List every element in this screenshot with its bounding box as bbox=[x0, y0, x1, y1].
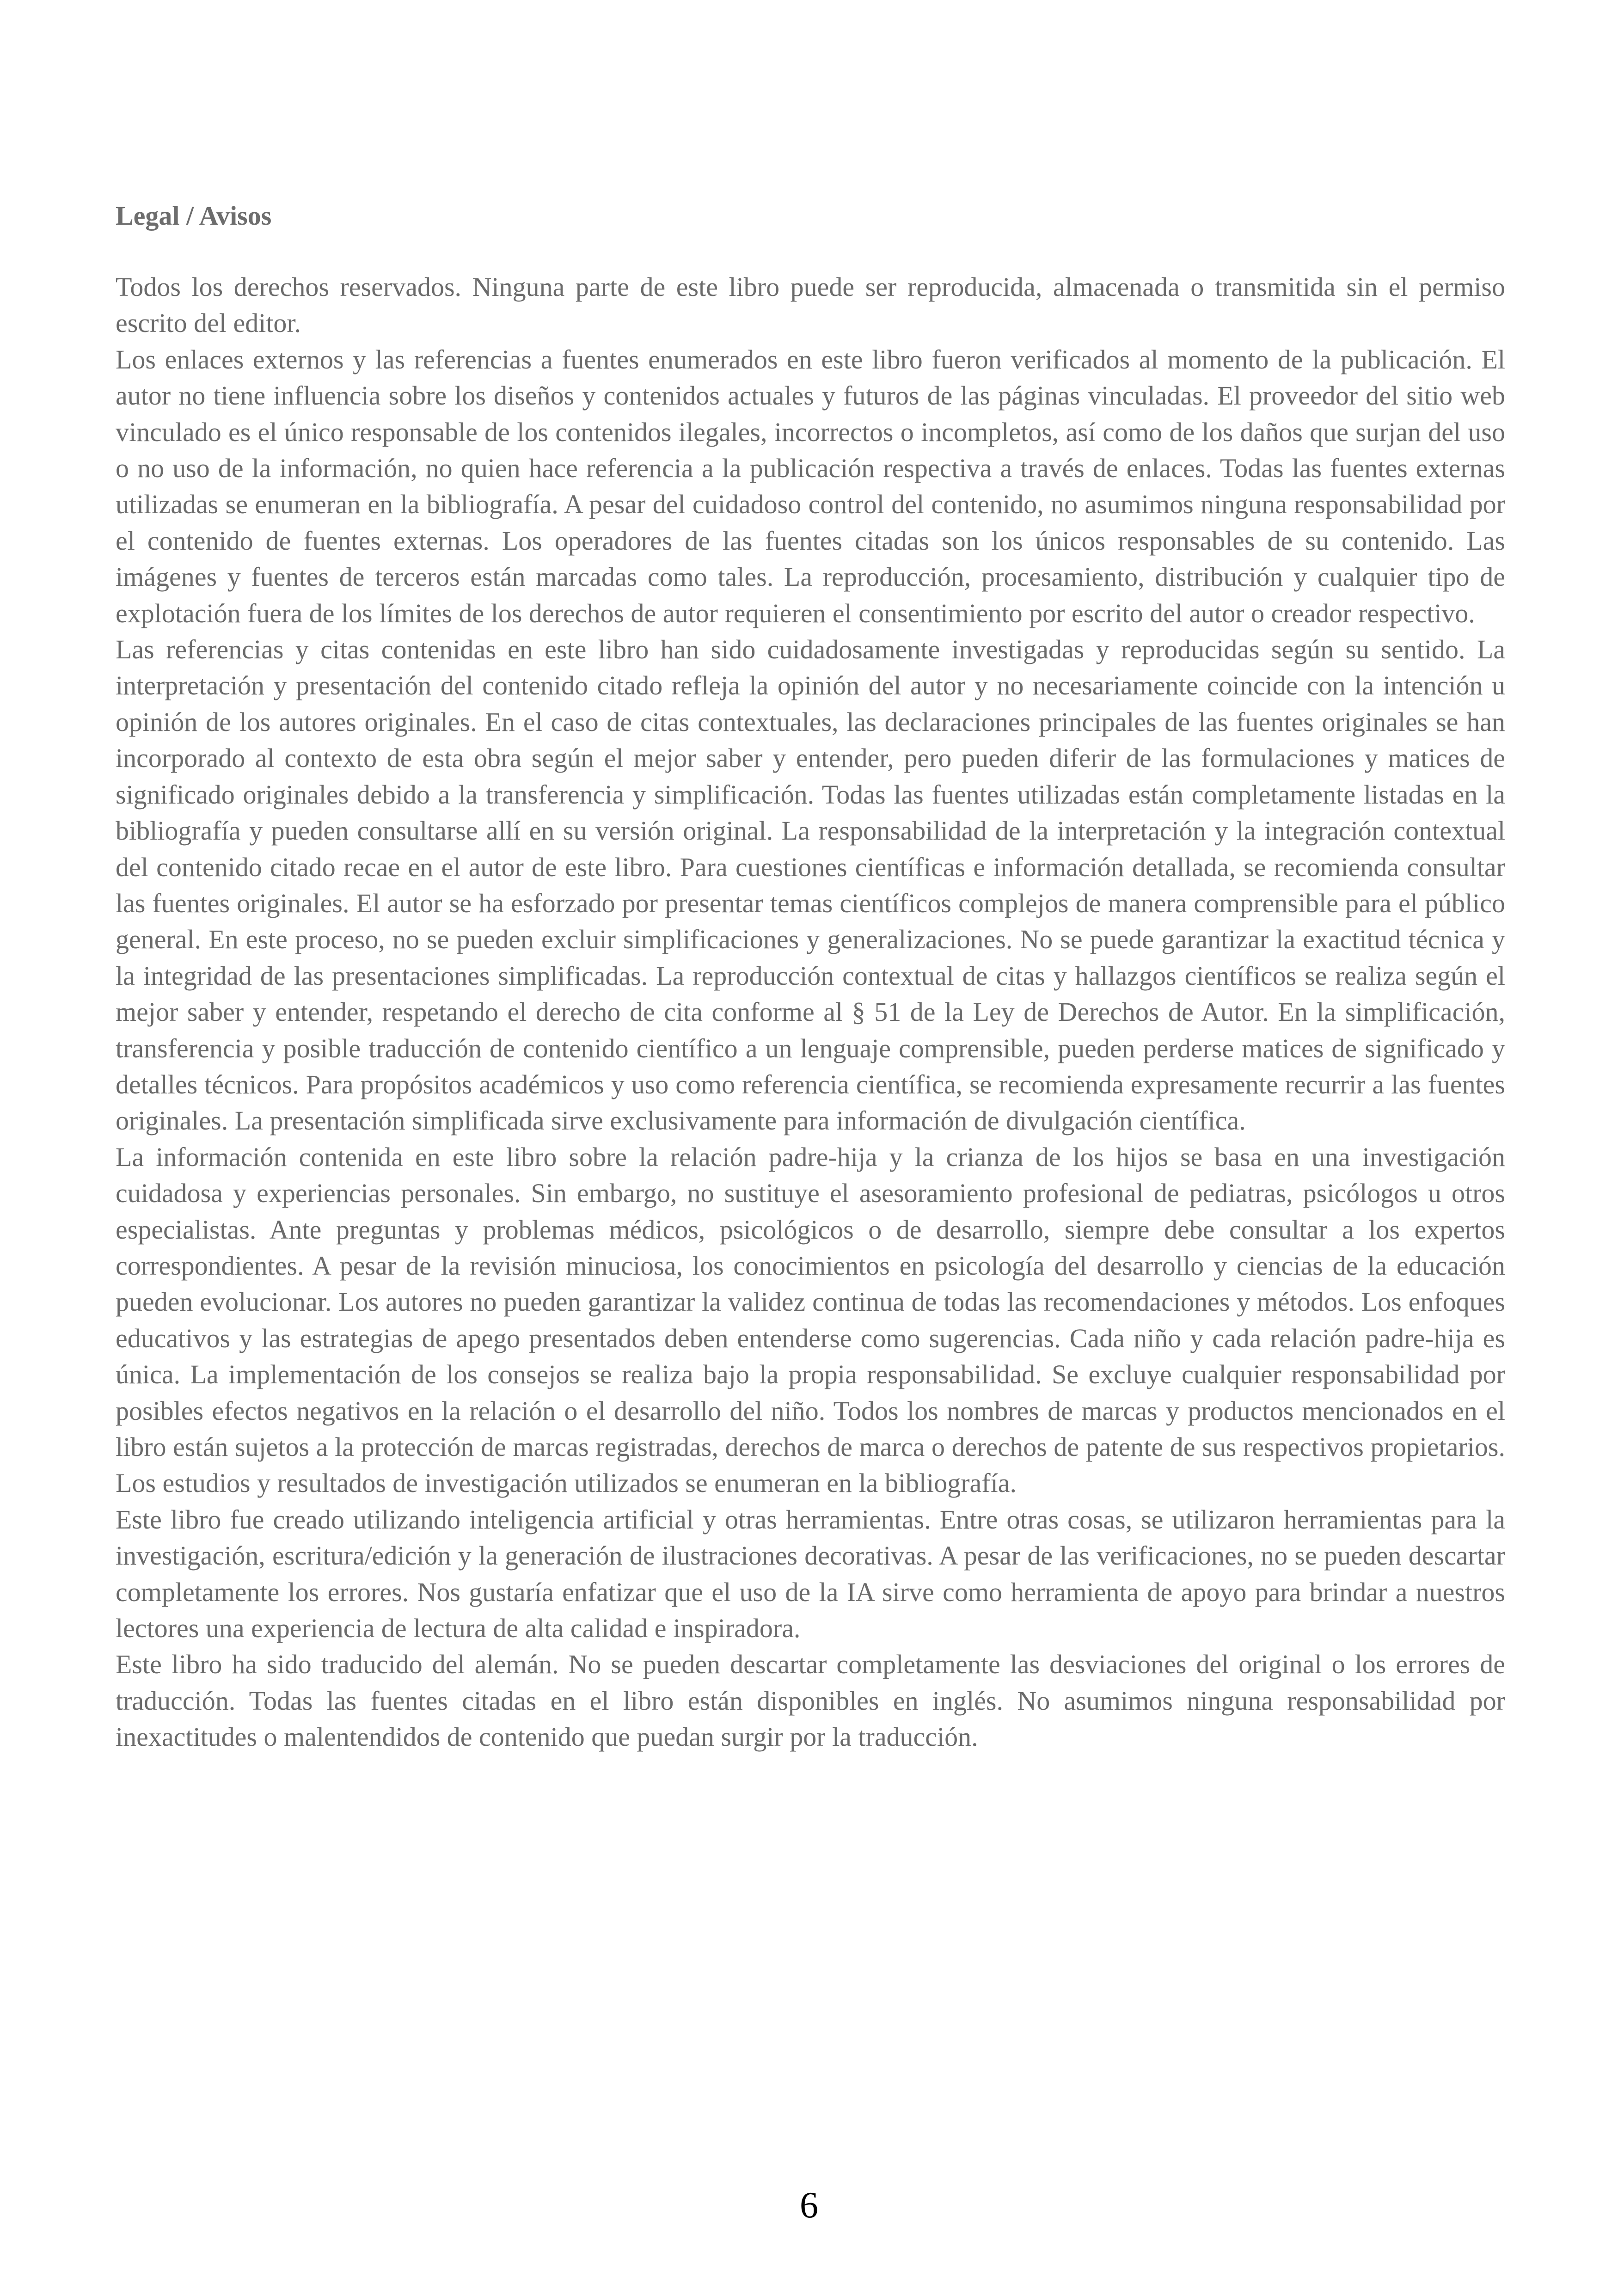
paragraph-citations: Las referencias y citas contenidas en este libro han sido cuidadosamente investigadas y reproducidas según su sentido. La interpretación y presentación del contenido citado refleja la opinión del autor y no necesariamente coincide con la intención u opinión de los autores originales. En el caso de citas contextuales, las declaraciones principales de las fuentes originales se han incorporado al contexto de esta obra según el mejor saber y entender, pero pueden diferir de las formulaciones y matices de significado originales debido a la transferencia y simplificación. Todas las fuentes utilizadas están completamente listadas en la bibliografía y pueden consultarse allí en su versión original. La responsabilidad de la interpretación y la integración contextual del contenido citado recae en el autor de este libro. Para cuestiones científicas e información detallada, se recomienda consultar las fuentes originales. El autor se ha esforzado por presentar temas científicos complejos de manera comprensible para el público general. En este proceso, no se pueden excluir simplificaciones y generalizaciones. No se puede garantizar la exactitud técnica y la integridad de las presentaciones simplificadas. La reproducción contextual de citas y hallazgos científicos se realiza según el mejor saber y entender, respetando el derecho de cita conforme al § 51 de la Ley de Derechos de Autor. En la simplificación, transferencia y posible traducción de contenido científico a un lenguaje comprensible, pueden perderse matices de significado y detalles técnicos. Para propósitos académicos y uso como referencia científica, se recomienda expresamente recurrir a las fuentes originales. La presentación simplificada sirve exclusivamente para información de divulgación científica. bbox=[116, 634, 1505, 1136]
paragraph-external-links: Los enlaces externos y las referencias a fuentes enumerados en este libro fueron verificados al momento de la publicación. El autor no tiene influencia sobre los diseños y contenidos actuales y futuros de las páginas vinculadas. El proveedor del sitio web vinculado es el único responsable de los contenidos ilegales, incorrectos o incompletos, así como de los daños que surjan del uso o no uso de la información, no quien hace referencia a la publicación respectiva a través de enlaces. Todas las fuentes externas utilizadas se enumeran en la bibliografía. A pesar del cuidadoso control del contenido, no asumimos ninguna responsabilidad por el contenido de fuentes externas. Los operadores de las fuentes citadas son los únicos responsables de su contenido. Las imágenes y fuentes de terceros están marcadas como tales. La reproducción, procesamiento, distribución y cualquier tipo de explotación fuera de los límites de los derechos de autor requieren el consentimiento por escrito del autor o creador respectivo. bbox=[116, 344, 1505, 628]
legal-notice-body bbox=[116, 269, 1505, 1756]
paragraph-parenting-disclaimer: La información contenida en este libro sobre la relación padre-hija y la crianza de los hijos se basa en una investigación cuidadosa y experiencias personales. Sin embargo, no sustituye el asesoramiento profesional de pediatras, psicólogos u otros especialistas. Ante preguntas y problemas médicos, psicológicos o de desarrollo, siempre debe consultar a los expertos correspondientes. A pesar de la revisión minuciosa, los conocimientos en psicología del desarrollo y ciencias de la educación pueden evolucionar. Los autores no pueden garantizar la validez continua de todas las recomendaciones y métodos. Los enfoques educativos y las estrategias de apego presentados deben entenderse como sugerencias. Cada niño y cada relación padre-hija es única. La implementación de los consejos se realiza bajo la propia responsabilidad. Se excluye cualquier responsabilidad por posibles efectos negativos en la relación o el desarrollo del niño. Todos los nombres de marcas y productos mencionados en el libro están sujetos a la protección de marcas registradas, derechos de marca o derechos de patente de sus respectivos propietarios. Los estudios y resultados de investigación utilizados se enumeran en la bibliografía. bbox=[116, 1142, 1505, 1498]
page-heading: Legal / Avisos bbox=[116, 201, 272, 231]
paragraph-translation: Este libro ha sido traducido del alemán. No se pueden descartar completamente las desviaciones del original o los errores de traducción. Todas las fuentes citadas en el libro están disponibles en inglés. No asumimos ninguna responsabilidad por inexactitudes o malentendidos de contenido que puedan surgir por la traducción. bbox=[116, 1649, 1505, 1752]
page-number: 6 bbox=[800, 2185, 818, 2226]
paragraph-ai-usage: Este libro fue creado utilizando inteligencia artificial y otras herramientas. Entre otras cosas, se utilizaron herramientas para la investigación, escritura/edición y la generación de ilustraciones decorativas. A pesar de las verificaciones, no se pueden descartar completamente los errores. Nos gustaría enfatizar que el uso de la IA sirve como herramienta de apoyo para brindar a nuestros lectores una experiencia de lectura de alta calidad e inspiradora. bbox=[116, 1504, 1505, 1644]
paragraph-rights: Todos los derechos reservados. Ninguna parte de este libro puede ser reproducida, almacenada o transmitida sin el permiso escrito del editor. bbox=[116, 272, 1505, 338]
